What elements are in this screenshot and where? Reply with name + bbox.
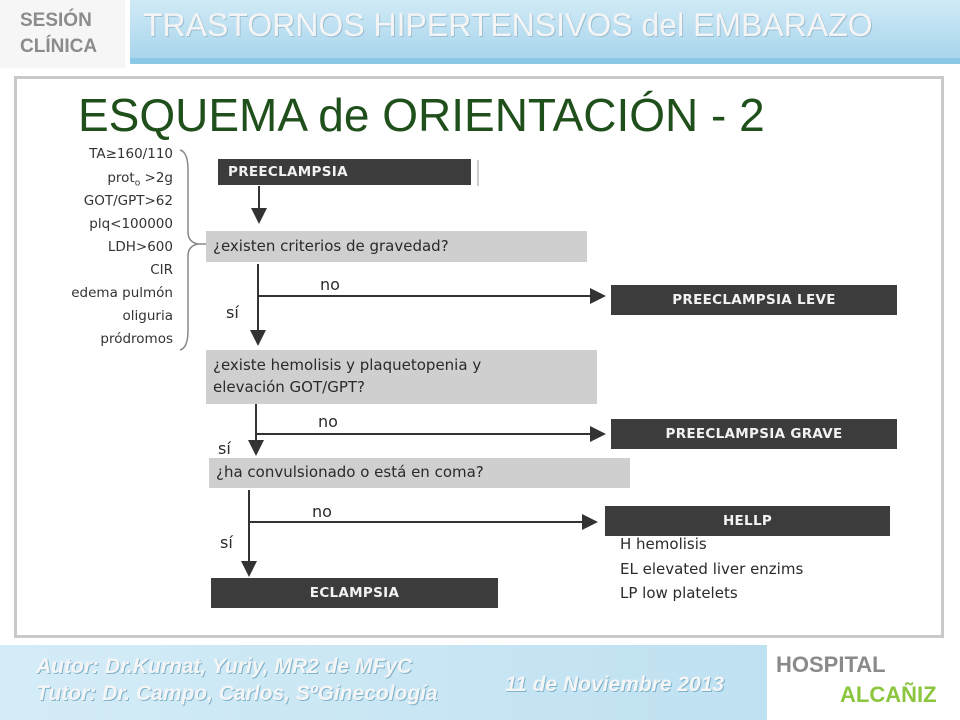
- outcome-hellp: HELLP: [605, 506, 890, 536]
- footer-date: 11 de Noviembre 2013: [505, 673, 725, 696]
- question-2-box: [206, 350, 597, 404]
- criterion-got: GOT/GPT>62: [83, 193, 173, 209]
- question-1-box: ¿existen criterios de gravedad?: [206, 231, 587, 262]
- criterion-ldh: LDH>600: [107, 239, 173, 255]
- no-label-2: no: [318, 412, 338, 431]
- hospital-name-line1: HOSPITAL: [776, 652, 886, 677]
- criterion-edema: edema pulmón: [71, 285, 173, 301]
- hellp-el-line: EL elevated liver enzims: [620, 560, 804, 578]
- footer-tutor: Tutor: Dr. Campo, Carlos, SºGinecología: [36, 682, 438, 705]
- yes-label-2: sí: [218, 439, 231, 458]
- criterion-oliguria: oliguria: [122, 308, 173, 324]
- outcome-eclampsia: ECLAMPSIA: [211, 578, 498, 608]
- yes-label-1: sí: [226, 303, 239, 322]
- criterion-ta: TA≥160/110: [89, 146, 173, 162]
- criteria-brace: [180, 150, 198, 350]
- footer-author: Autor: Dr.Kurnat, Yuriy, MR2 de MFyC: [36, 655, 413, 678]
- hellp-h-line: H hemolisis: [620, 535, 707, 553]
- session-label-line2: CLÍNICA: [20, 36, 98, 57]
- criterion-cir: CIR: [150, 262, 173, 278]
- yes-label-3: sí: [220, 533, 233, 552]
- question-2-line1: ¿existe hemolisis y plaquetopenia y: [213, 356, 482, 374]
- start-node-preeclampsia: PREECLAMPSIA: [218, 159, 471, 185]
- slide-subtitle: ESQUEMA de ORIENTACIÓN - 2: [78, 89, 765, 141]
- question-3-box: ¿ha convulsionado o está en coma?: [209, 458, 630, 488]
- criterion-prot: prot$_o$ >2g: [107, 170, 173, 189]
- hospital-name-line2: ALCAÑIZ: [840, 682, 937, 707]
- question-2-line2: elevación GOT/GPT?: [213, 378, 365, 396]
- outcome-preeclampsia-grave: PREECLAMPSIA GRAVE: [611, 419, 897, 449]
- session-label-line1: SESIÓN: [20, 10, 92, 31]
- criterion-plq: plq<100000: [89, 216, 173, 232]
- hellp-lp-line: LP low platelets: [620, 584, 738, 602]
- no-label-3: no: [312, 502, 332, 521]
- no-label-1: no: [320, 275, 340, 294]
- criterion-prodromos: pródromos: [100, 331, 173, 347]
- outcome-preeclampsia-leve: PREECLAMPSIA LEVE: [611, 285, 897, 315]
- header-title: TRASTORNOS HIPERTENSIVOS del EMBARAZO: [143, 7, 873, 43]
